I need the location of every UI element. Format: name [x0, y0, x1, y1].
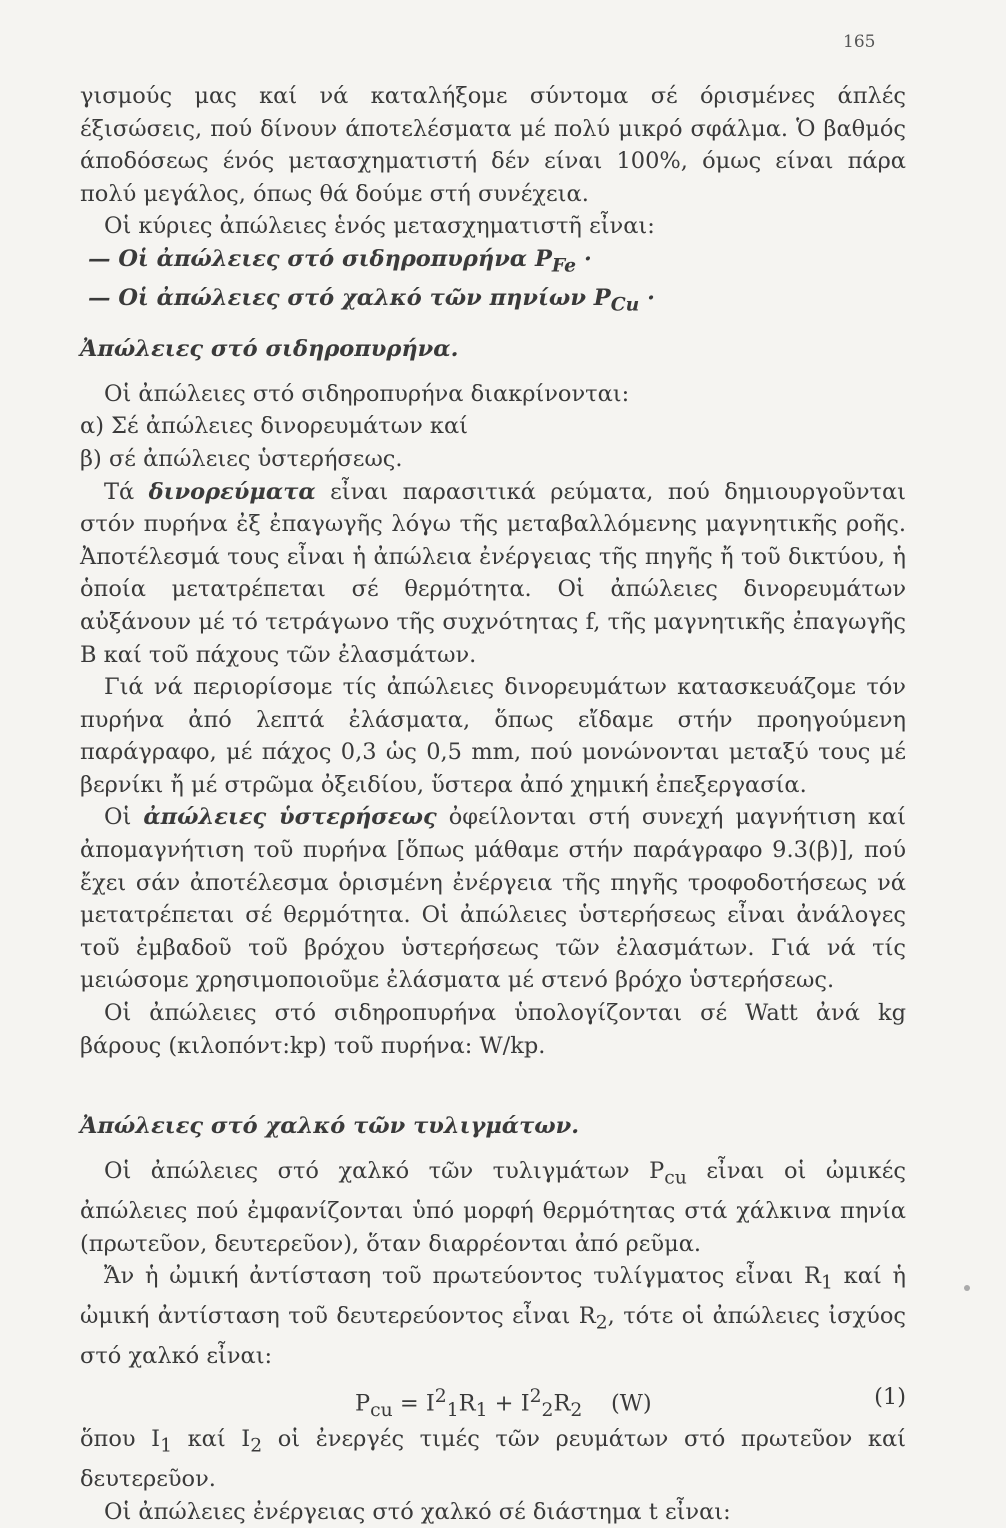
list-item-eddy: α) Σέ ἀπώλειες δινορευμάτων καί: [80, 413, 468, 440]
page-number: 165: [843, 32, 876, 52]
paragraph-eddy-reduction: Γιά νά περιορίσομε τίς ἀπώλειες δινορευμάτων κατασκευάζομε τόν πυρήνα ἀπό λεπτά ἐλάσματα, ὅπως εἴδαμε στήν προηγούμενη παράγραφο, μέ πάχος 0,3 ὡς 0,5 mm, πού μονώνονται μεταξύ τους μέ βερνίκι ἤ μέ στρῶμα ὀξειδίου, ὕστερα ἀπό χημική ἐπεξεργασία.: [80, 674, 906, 798]
paragraph-eddy-currents: Τά δινορεύματα εἶναι παρασιτικά ρεύματα, πού δημιουργοῦνται στόν πυρήνα ἐξ ἐπαγωγῆς λόγω τῆς μεταβαλλόμενης μαγνητικῆς ροῆς. Ἀποτέλεσμά τους εἶναι ἡ ἀπώλεια ἐνέργειας τῆς πηγῆς ἤ τοῦ δικτύου, ἡ ὁποία μετατρέπεται σέ θερμότητα. Οἱ ἀπώλειες δινορευμάτων αὐξάνουν μέ τό τετράγωνο τῆς συχνότητας f, τῆς μαγνητικῆς ἐπαγωγῆς B καί τοῦ πάχους τῶν ἐλασμάτων.: [80, 478, 907, 668]
margin-speck: [964, 1285, 970, 1291]
list-item-iron-losses: — Οἱ ἀπώλειες στό σιδηροπυρήνα $P_{Fe}$ ·: [88, 245, 592, 277]
equation-number: (1): [874, 1383, 906, 1410]
equation-1: [80, 1379, 906, 1419]
paragraph-iron-units: Οἱ ἀπώλειες στό σιδηροπυρήνα ὑπολογίζονται σέ Watt ἀνά kg βάρους (κιλοπόντ:kp) τοῦ πυρήνα: W/kp.: [80, 1000, 906, 1059]
paragraph-currents: ὅπου $I_1$ καί $I_2$ οἱ ἐνεργές τιμές τῶν ρευμάτων στό πρωτεῦον καί δευτερεῦον.: [80, 1425, 906, 1492]
paragraph-energy-losses: Οἱ ἀπώλειες ἐνέργειας στό χαλκό σέ διάστημα t εἶναι:: [104, 1498, 731, 1525]
page-body: [80, 80, 906, 1528]
paragraph-iron-categories: Οἱ ἀπώλειες στό σιδηροπυρήνα διακρίνονται:: [104, 380, 630, 407]
equation-expression: $P_{cu} = I^2_1R_1 + I^2_2R_2$ (W): [355, 1385, 652, 1421]
paragraph-intro: γισμούς μας καί νά καταλήξομε σύντομα σέ όρισμένες άπλές έξισώσεις, πού δίνουν άποτελέσματα μέ πολύ μικρό σφάλμα. Ὁ βαθμός άποδόσεως ένός μετασχηματιστή δέν είναι 100%, όμως είναι πάρα πολύ μεγάλος, όπως θά δούμε στή συνέχεια.: [80, 83, 906, 207]
paragraph-copper-definition: Οἱ ἀπώλειες στό χαλκό τῶν τυλιγμάτων $P_{cu}$ εἶναι οἱ ὠμικές ἀπώλειες πού ἐμφανίζονται ὑπό μορφή θερμότητας στά χάλκινα πηνία (πρωτεῦον, δευτερεῦον), ὅταν διαρρέονται ἀπό ρεῦμα.: [80, 1157, 907, 1257]
paragraph-main-losses: Οἱ κύριες ἀπώλειες ἑνός μετασχηματιστῆ εἶναι:: [104, 213, 655, 240]
list-item-hysteresis: β) σέ ἀπώλειες ὑστερήσεως.: [80, 445, 403, 472]
paragraph-resistances: Ἄν ἡ ὠμική ἀντίσταση τοῦ πρωτεύοντος τυλίγματος εἶναι $R_1$ καί ἡ ὠμική ἀντίσταση τοῦ δευτερεύοντος εἶναι $R_2$, τότε οἱ ἀπώλειες ἰσχύος στό χαλκό εἶναι:: [80, 1263, 906, 1370]
heading-copper-losses: Ἀπώλειες στό χαλκό τῶν τυλιγμάτων.: [80, 1113, 580, 1140]
list-item-copper-losses: — Οἱ ἀπώλειες στό χαλκό τῶν πηνίων $P_{Cu}$ ·: [88, 285, 655, 316]
paragraph-hysteresis: Οἱ ἀπώλειες ὑστερήσεως ὀφείλονται στή συνεχή μαγνήτιση καί ἀπομαγνήτιση τοῦ πυρήνα [ὅπως μάθαμε στήν παράγραφο 9.3(β)], πού ἔχει σάν ἀποτέλεσμα ὁρισμένη ἐνέργεια τῆς πηγῆς τροφοδοτήσεως νά μετατρέπεται σέ θερμότητα. Οἱ ἀπώλειες ὑστερήσεως εἶναι ἀνάλογες τοῦ ἐμβαδοῦ τοῦ βρόχου ὑστερήσεως τῶν ἐλασμάτων. Γιά νά τίς μειώσομε χρησιμοποιοῦμε ἐλάσματα μέ στενό βρόχο ὑστερήσεως.: [80, 804, 907, 994]
heading-iron-losses: Ἀπώλειες στό σιδηροπυρήνα.: [80, 336, 459, 363]
